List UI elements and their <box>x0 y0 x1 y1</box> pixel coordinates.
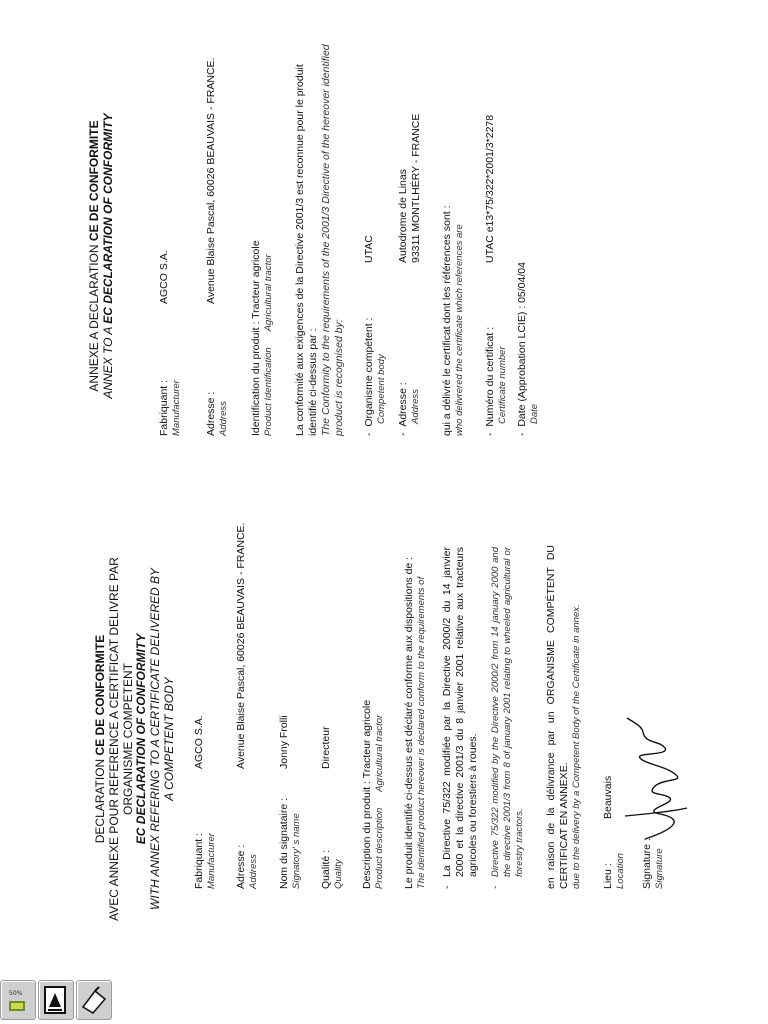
directive-bullet-en: - Directive 75/322 modified by the Directive 2000/2 from 14 january 2000 and the directive 2001/3 from 8 of january 2001 relating to wheeled agricultural or forestry tractors. <box>490 547 525 889</box>
title-line-en: ANNEX TO A <box>100 323 115 399</box>
organisme-label: - Organisme compétent : Competent body <box>363 317 388 436</box>
lieu-label: Lieu : Location <box>602 853 627 889</box>
description-label: Description du produit : Tracteur agricole Product description Agricultural tractor <box>361 699 386 889</box>
adresse-label: Adresse : Address <box>205 391 230 436</box>
fabriquant-value: AGCO S.A. <box>158 250 170 304</box>
conformity-statement: La conformité aux exigences de la Directive 2001/3 est reconnue pour le produit identifié ci-dessus par : The Conformity to the requirements of the 2001/3 Directive of the hereover identified product is recognised by: <box>294 44 346 436</box>
identification-label: Identification du produit : Tracteur agricole Product Identification Agricultural tractor <box>250 240 275 436</box>
title-line: DECLARATION <box>93 755 107 844</box>
declaration-title <box>94 509 177 969</box>
signataire-value: Jonny Frolli <box>278 715 290 769</box>
title-line-en: WITH ANNEX REFERING TO A CERTIFICATE DELIVERED BY <box>148 567 163 911</box>
signataire-label: Nom du signataire : Signatory' s name <box>278 797 303 889</box>
organisme-value: UTAC <box>363 235 375 263</box>
directive-bullet: - La Directive 75/322 modifiée par la Directive 2000/2 du 14 janvier 2000 et la directive 2001/3 du 8 janvier 2001 relative aux tracteurs agricoles ou forestiers à roues. <box>441 547 480 889</box>
title-line: ORGANISME COMPETENT <box>120 663 135 816</box>
svg-text:50%: 50% <box>9 990 23 997</box>
adresse-value: Avenue Blaise Pascal, 60026 BEAUVAIS - FRANCE. <box>205 57 217 304</box>
title-emphasis-en: EC DECLARATION OF CONFORMITY <box>100 113 115 324</box>
delivery-statement: en raison de la délivrance par un ORGANISME COMPÉTENT DU CERTIFICAT EN ANNEXE. due to the delivery by a Competent Body of the Certificate in annex. <box>545 545 583 889</box>
date-label: - Date (Approbation LCIE) : 05/04/04 Date <box>516 262 541 436</box>
fabriquant-label: Fabriquant : Manufacturer <box>158 379 183 436</box>
lieu-value: Beauvais <box>602 775 614 819</box>
address-value: Autodrome de Linas 93311 MONTLHÉRY - FRANCE <box>397 113 423 263</box>
signature-label: Signature : Signature <box>641 838 666 889</box>
fabriquant-label: Fabriquant : Manufacturer <box>193 832 218 889</box>
qualite-value: Directeur <box>320 726 332 769</box>
qualite-label: Qualité : Quality <box>320 849 345 889</box>
fabriquant-value: AGCO S.A. <box>193 715 205 769</box>
title-line-en: EC DECLARATION OF CONFORMITY <box>134 633 149 845</box>
title-line: ANNEXE A DECLARATION <box>87 241 101 392</box>
certificate-number-label: - Numéro du certificat : Certificate number <box>484 326 509 436</box>
title-emphasis: CE DE CONFORMITE <box>93 634 107 756</box>
adresse-label: Adresse : Address <box>235 844 260 889</box>
handwritten-signature <box>615 714 695 844</box>
conform-statement: Le produit identifié ci-dessus est déclaré conforme aux dispositions de : The identified product hereover is declared conform to the requirements of <box>403 556 428 889</box>
adresse-value: Avenue Blaise Pascal, 60026 BEAUVAIS - FRANCE. <box>235 522 247 769</box>
certificate-statement: qui a délivré le certificat dont les références sont : who delivrered the certificate which references are <box>441 205 466 436</box>
date-value: 05/04/04 <box>516 262 528 303</box>
title-line: AVEC ANNEXE POUR REFERENCE A CERTIFICAT DELIVRE PAR <box>106 557 121 921</box>
title-line-en: A COMPETENT BODY <box>161 677 176 801</box>
certificate-number-value: UTAC e13*75/322*2001/3*2278 <box>484 114 496 263</box>
declaration-page <box>0 512 768 1024</box>
annex-title <box>88 0 116 512</box>
title-emphasis: CE DE CONFORMITE <box>87 120 101 242</box>
address-label: - Adresse : Address <box>397 382 422 436</box>
